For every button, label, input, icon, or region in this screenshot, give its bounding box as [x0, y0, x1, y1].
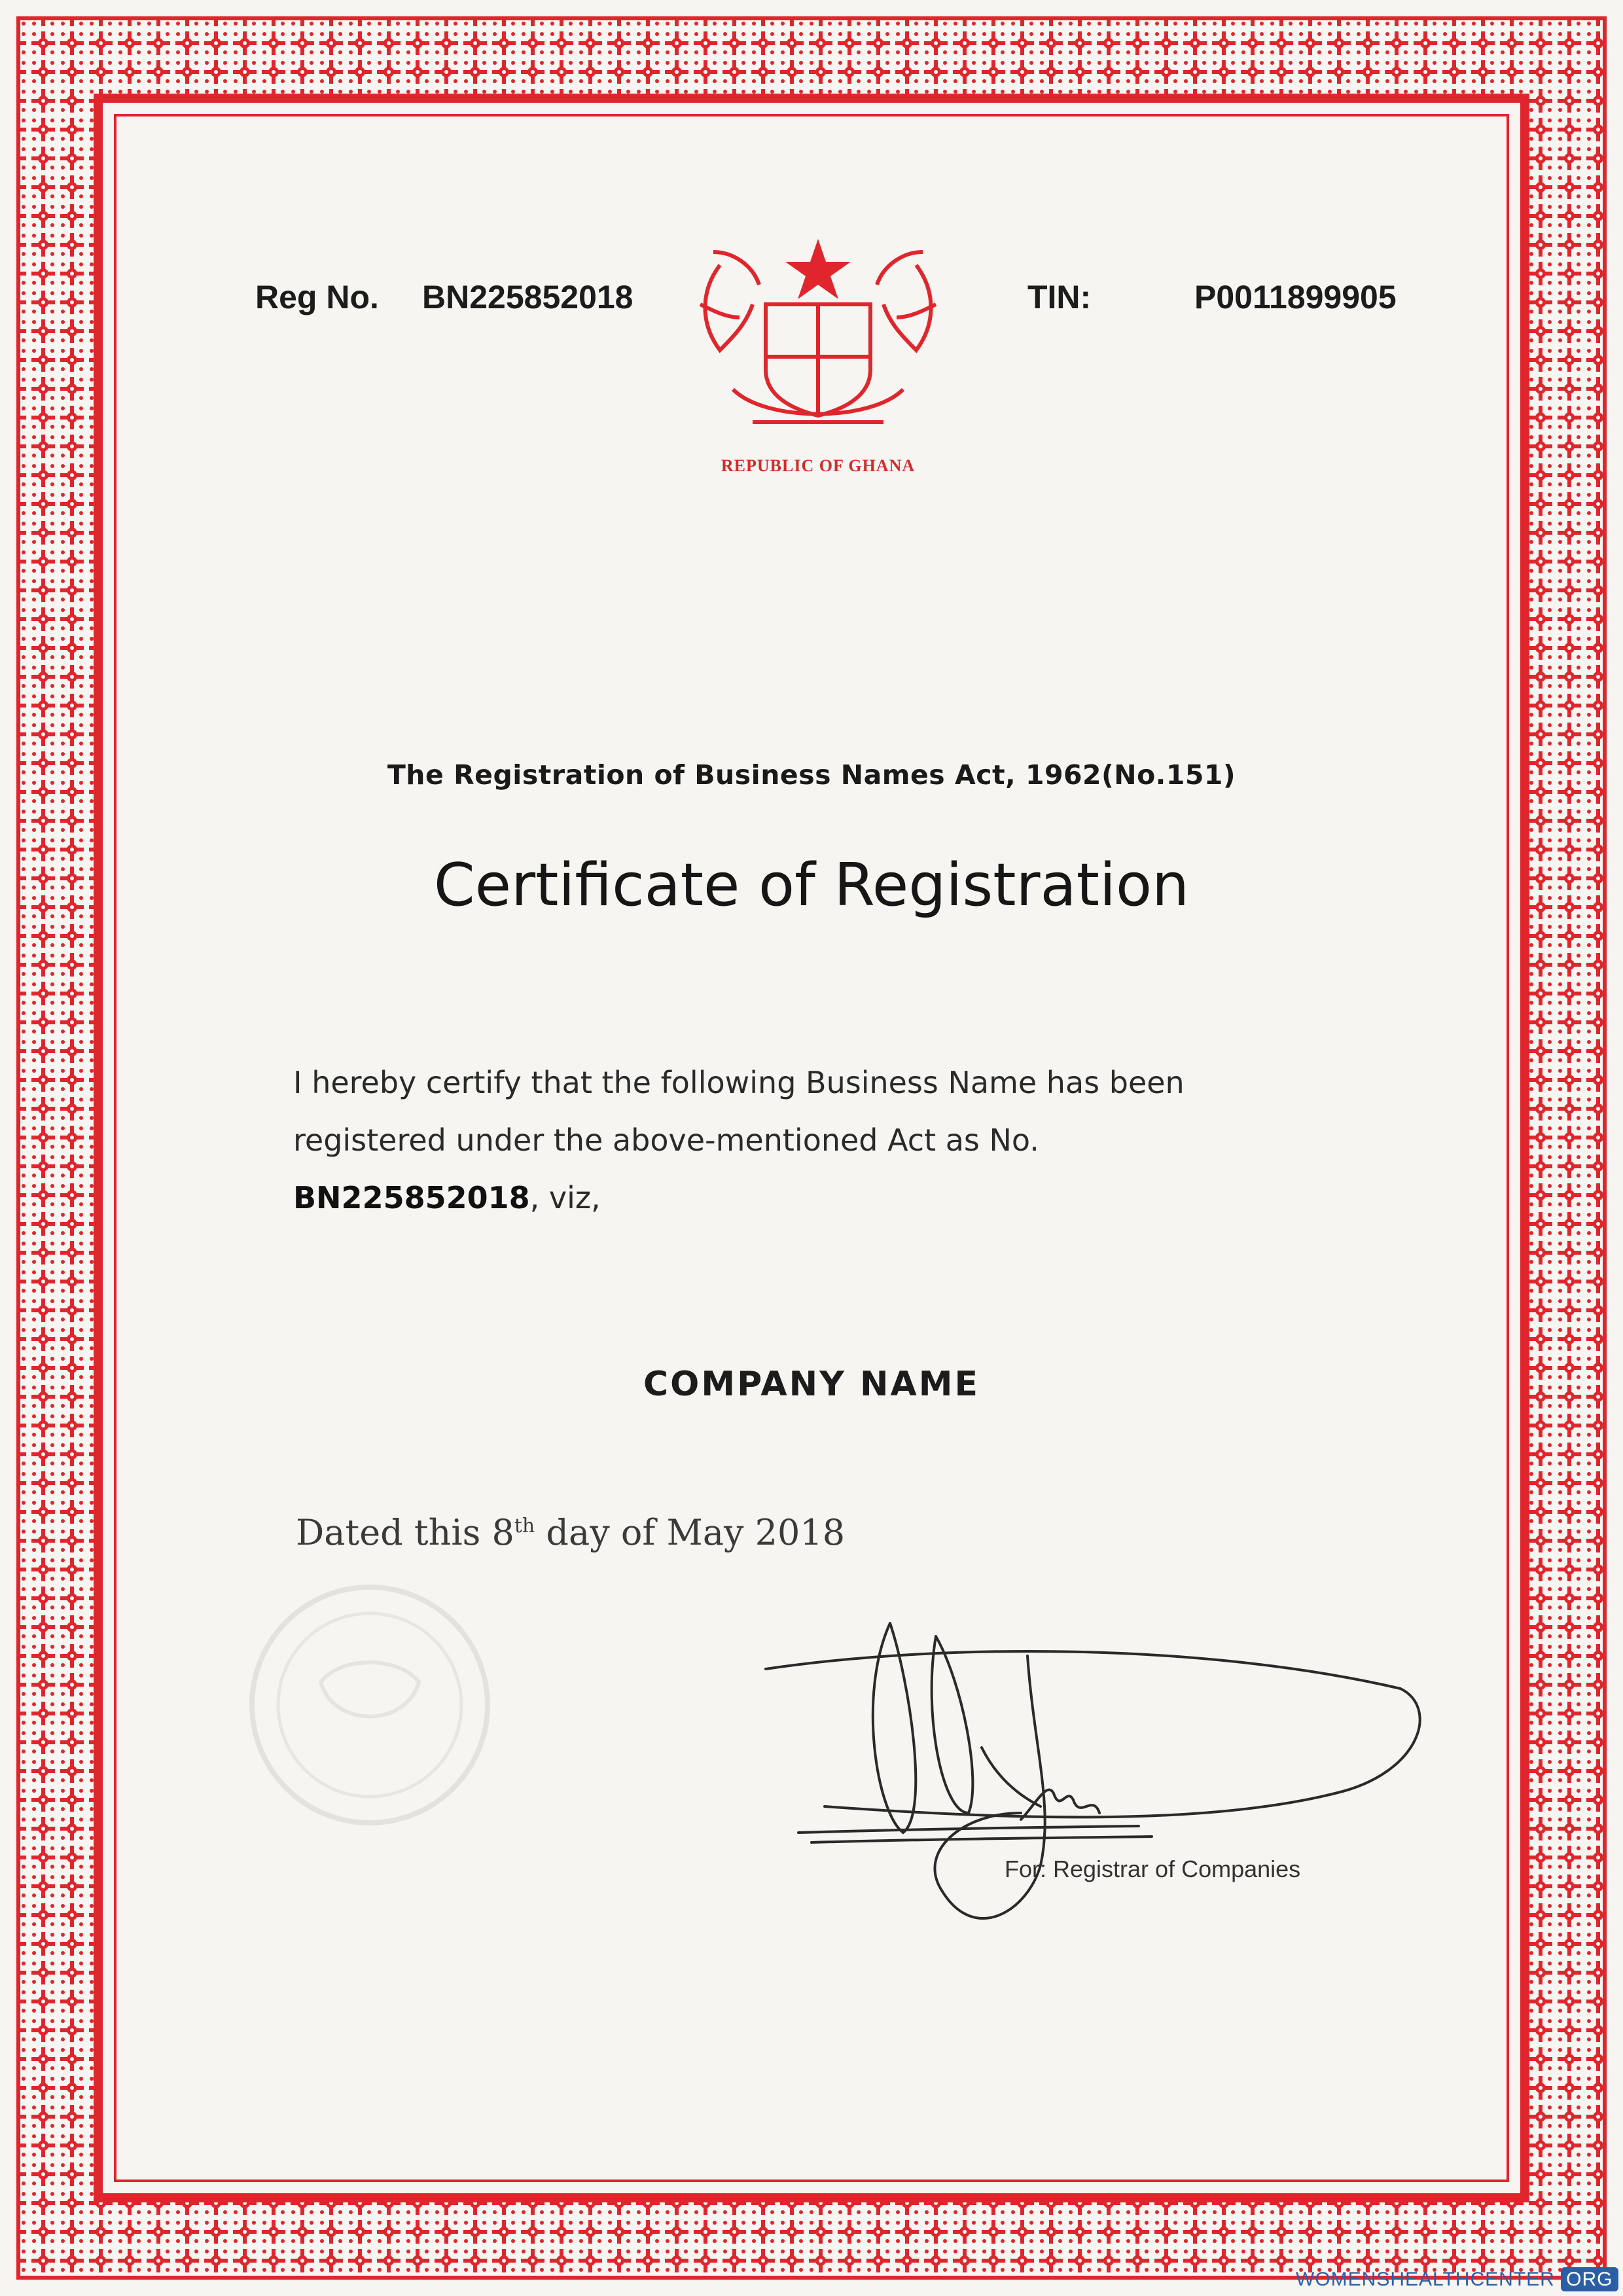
watermark-text: WOMENSHEALTHCENTER: [1296, 2269, 1555, 2290]
dated-suffix: day of May 2018: [535, 1512, 846, 1553]
registrar-signature-icon: [746, 1617, 1440, 1957]
coat-of-arms-caption: REPUBLIC OF GHANA: [721, 456, 916, 475]
dated-prefix: Dated this 8: [296, 1512, 514, 1553]
certify-line-3: [293, 1169, 1373, 1227]
reg-no-value: BN225852018: [422, 279, 633, 315]
dated-ordinal: th: [514, 1515, 535, 1537]
certificate-title: Certificate of Registration: [433, 851, 1190, 920]
company-name: COMPANY NAME: [643, 1365, 980, 1404]
embossed-seal-icon: [242, 1577, 497, 1833]
act-reference: The Registration of Business Names Act, 1962(No.151): [387, 759, 1236, 791]
watermark-org: ORG: [1561, 2267, 1618, 2291]
certify-line-1: I hereby certify that the following Business Name has been: [293, 1065, 1185, 1100]
ghana-coat-of-arms-icon: [674, 226, 962, 442]
certify-number: BN225852018: [293, 1180, 530, 1215]
certify-suffix: , viz,: [529, 1180, 601, 1215]
tin-value: P0011899905: [1194, 279, 1397, 315]
reg-no-label: Reg No.: [255, 279, 379, 315]
dated-line: [296, 1512, 845, 1553]
certify-paragraph: [293, 1054, 1373, 1227]
registrar-caption: For: Registrar of Companies: [1005, 1856, 1301, 1882]
certify-line-2: registered under the above-mentioned Act as No.: [293, 1122, 1039, 1158]
tin-label: TIN:: [1027, 279, 1092, 315]
watermark: [1296, 2269, 1618, 2291]
